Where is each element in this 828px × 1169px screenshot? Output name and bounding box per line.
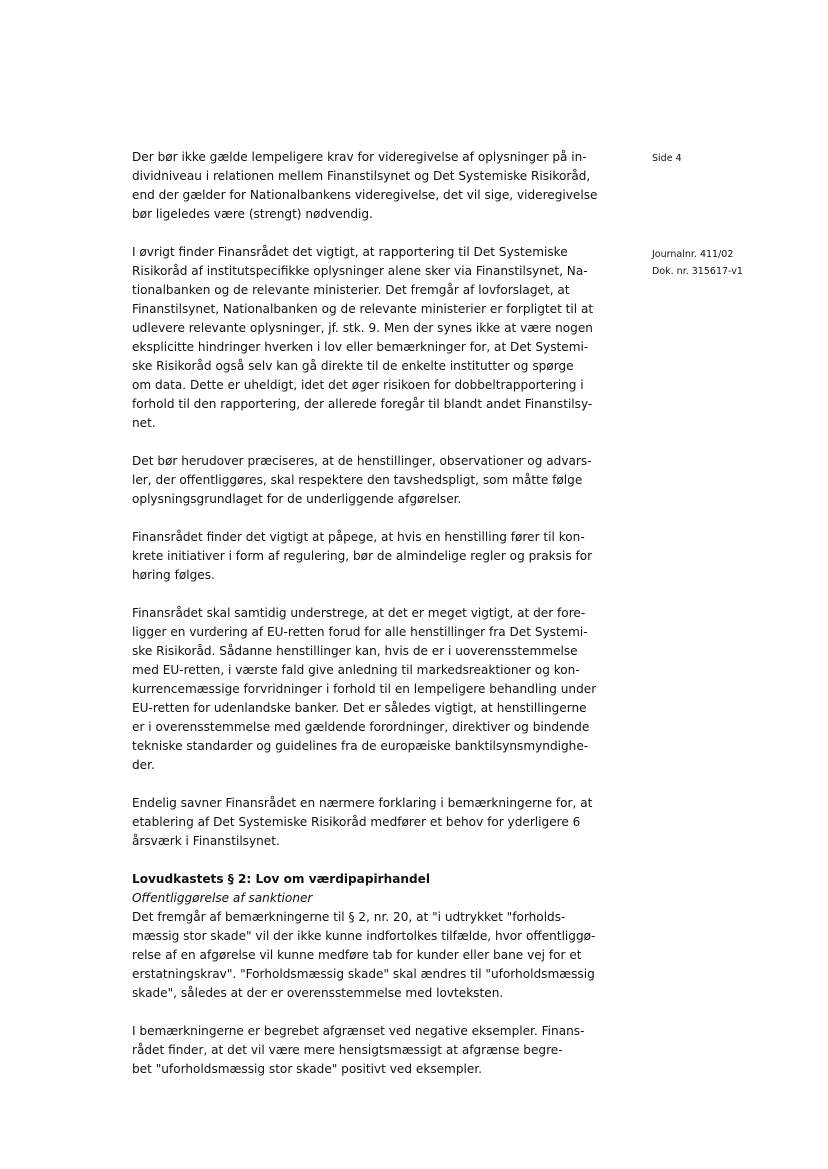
- text-line: forhold til den rapportering, der allerede foregår til blandt andet Finanstilsy-: [132, 397, 593, 411]
- text-line: ler, der offentliggøres, skal respektere den tavshedspligt, som måtte følge: [132, 473, 583, 487]
- text-line: end der gælder for Nationalbankens videregivelse, det vil sige, videregivelse: [132, 188, 598, 202]
- text-line: Der bør ikke gælde lempeligere krav for videregivelse af oplysninger på in-: [132, 150, 587, 164]
- text-line: Det bør herudover præciseres, at de henstillinger, observationer og advars-: [132, 454, 592, 468]
- text-line: dividniveau i relationen mellem Finanstilsynet og Det Systemiske Risikoråd,: [132, 169, 591, 183]
- text-line: bør ligeledes være (strengt) nødvendig.: [132, 207, 373, 221]
- text-line: erstatningskrav". "Forholdsmæssig skade" skal ændres til "uforholdsmæssig: [132, 967, 595, 981]
- text-line: ske Risikoråd. Sådanne henstillinger kan, hvis de er i uoverensstemmelse: [132, 644, 578, 658]
- text-line: kurrencemæssige forvridninger i forhold til en lempeligere behandling under: [132, 682, 597, 696]
- journal-number: Journalnr. 411/02: [652, 249, 734, 260]
- document-number: Dok. nr. 315617-v1: [652, 266, 743, 277]
- text-line: I øvrigt finder Finansrådet det vigtigt, at rapportering til Det Systemiske: [132, 245, 568, 259]
- text-line: Risikoråd af institutspecifikke oplysninger alene sker via Finanstilsynet, Na-: [132, 264, 588, 278]
- text-line: med EU-retten, i værste fald give anledning til markedsreaktioner og kon-: [132, 663, 580, 677]
- paragraph-5: [132, 604, 622, 775]
- text-line: udlevere relevante oplysninger, jf. stk. 9. Men der synes ikke at være nogen: [132, 321, 593, 335]
- text-line: Det fremgår af bemærkningerne til § 2, nr. 20, at "i udtrykket "forholds-: [132, 910, 566, 924]
- paragraph-6: [132, 794, 622, 851]
- paragraph-4: [132, 528, 622, 585]
- document-reference: [652, 246, 743, 280]
- paragraph-3: [132, 452, 622, 509]
- text-line: relse af en afgørelse vil kunne medføre tab for kunder eller bane vej for et: [132, 948, 582, 962]
- text-line: ligger en vurdering af EU-retten forud for alle henstillinger fra Det Systemi-: [132, 625, 588, 639]
- text-line: er i overensstemmelse med gældende forordninger, direktiver og bindende: [132, 720, 590, 734]
- paragraph-2: [132, 243, 622, 433]
- text-line: om data. Dette er uheldigt, idet det øger risikoen for dobbeltrapportering i: [132, 378, 584, 392]
- text-line: skade", således at der er overensstemmelse med lovteksten.: [132, 986, 504, 1000]
- paragraph-last: [132, 1022, 622, 1079]
- text-line: høring følges.: [132, 568, 215, 582]
- text-line: bet "uforholdsmæssig stor skade" positivt ved eksempler.: [132, 1062, 483, 1076]
- text-line: tekniske standarder og guidelines fra de europæiske banktilsynsmyndighe-: [132, 739, 589, 753]
- text-line: net.: [132, 416, 156, 430]
- text-line: der.: [132, 758, 155, 772]
- text-line: tionalbanken og de relevante ministerier. Det fremgår af lovforslaget, at: [132, 283, 570, 297]
- text-line: krete initiativer i form af regulering, bør de almindelige regler og praksis for: [132, 549, 593, 563]
- body-text: [132, 148, 622, 1098]
- text-line: mæssig stor skade" vil der ikke kunne indfortolkes tilfælde, hvor offentliggø-: [132, 929, 596, 943]
- text-line: I bemærkningerne er begrebet afgrænset ved negative eksempler. Finans-: [132, 1024, 585, 1038]
- text-line: rådet finder, at det vil være mere hensigtsmæssigt at afgrænse begre-: [132, 1043, 563, 1057]
- text-line: eksplicitte hindringer hverken i lov eller bemærkninger for, at Det Systemi-: [132, 340, 589, 354]
- text-line: Endelig savner Finansrådet en nærmere forklaring i bemærkningerne for, at: [132, 796, 593, 810]
- text-line: årsværk i Finanstilsynet.: [132, 834, 280, 848]
- text-line: Finansrådet skal samtidig understrege, at det er meget vigtigt, at der fore-: [132, 606, 586, 620]
- page-number-label: [652, 150, 682, 167]
- section-subheading: Offentliggørelse af sanktioner: [132, 891, 313, 905]
- section-paragraph-2: [132, 870, 622, 1003]
- page-label: Side 4: [652, 153, 682, 164]
- section-heading: Lovudkastets § 2: Lov om værdipapirhandel: [132, 872, 430, 886]
- paragraph-1: [132, 148, 622, 224]
- text-line: Finanstilsynet, Nationalbanken og de relevante ministerier er forpligtet til at: [132, 302, 594, 316]
- text-line: EU-retten for udenlandske banker. Det er således vigtigt, at henstillingerne: [132, 701, 587, 715]
- text-line: oplysningsgrundlaget for de underliggende afgørelser.: [132, 492, 462, 506]
- text-line: Finansrådet finder det vigtigt at påpege, at hvis en henstilling fører til kon-: [132, 530, 585, 544]
- text-line: ske Risikoråd også selv kan gå direkte til de enkelte institutter og spørge: [132, 359, 574, 373]
- text-line: etablering af Det Systemiske Risikoråd medfører et behov for yderligere 6: [132, 815, 581, 829]
